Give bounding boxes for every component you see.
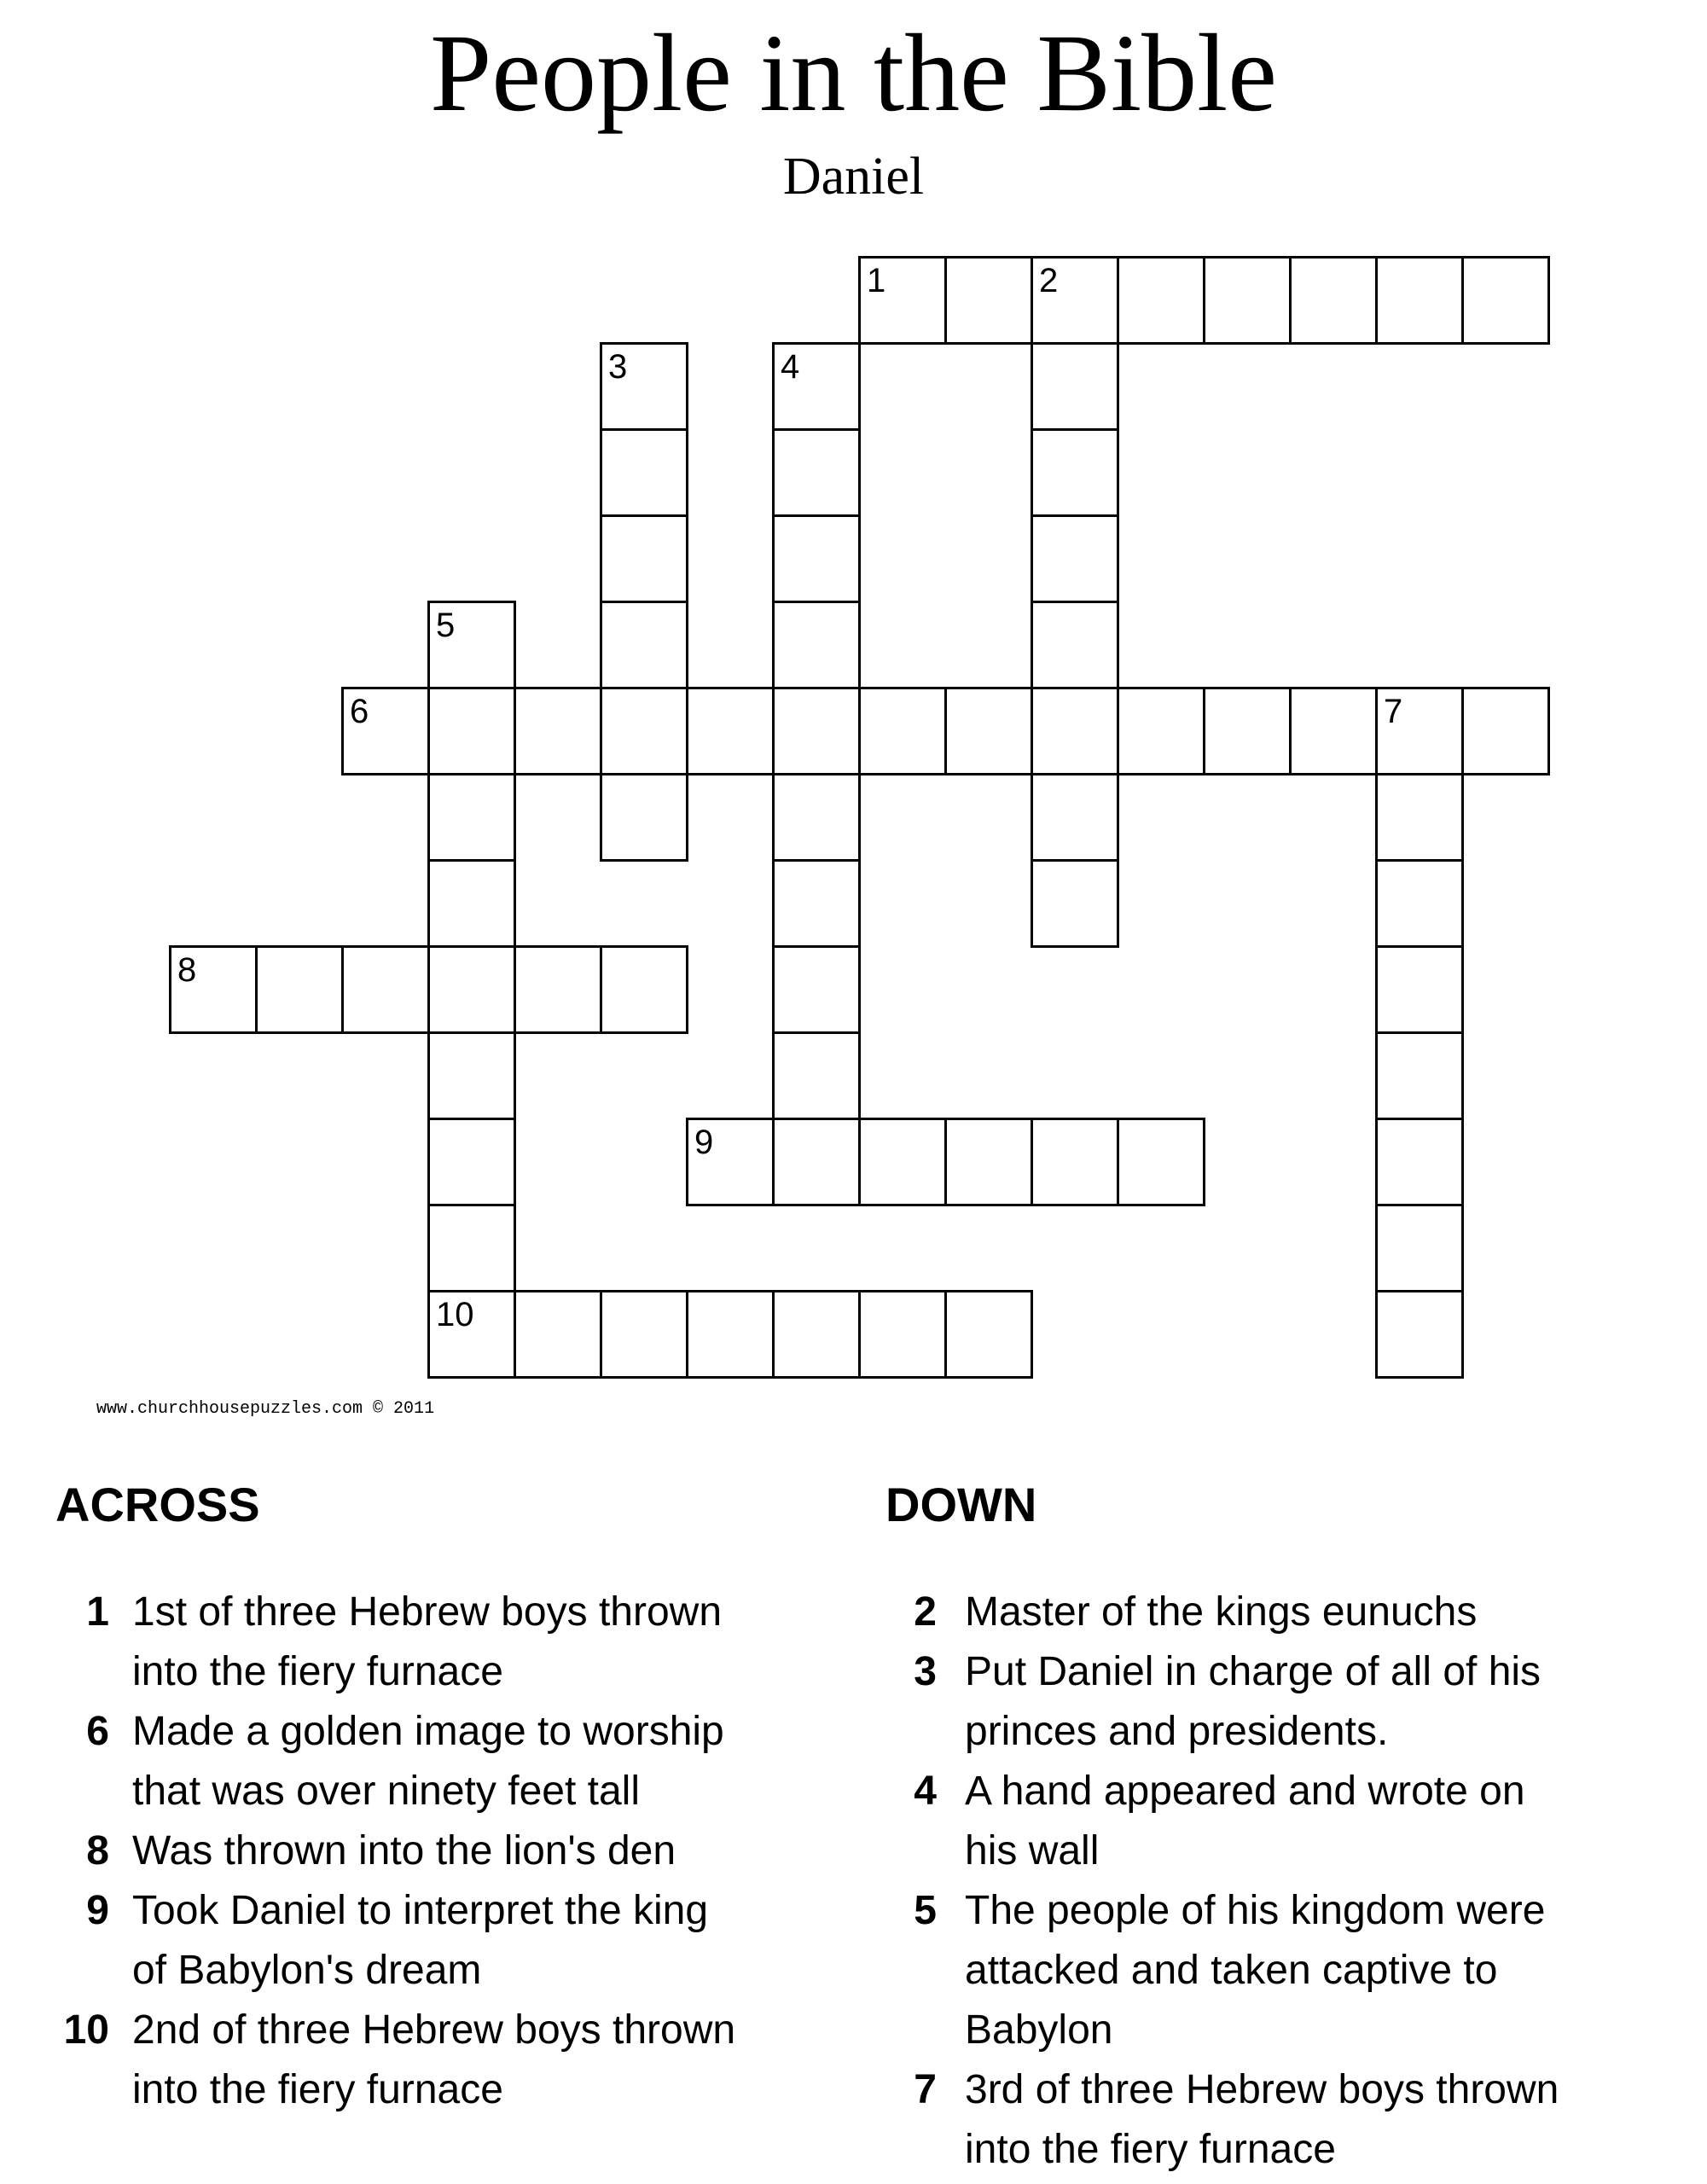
cell-number: 9 xyxy=(694,1124,714,1161)
grid-cell xyxy=(772,773,861,862)
grid-cell xyxy=(1375,1204,1464,1292)
clue-number xyxy=(55,2060,109,2120)
cell-number: 7 xyxy=(1384,693,1403,730)
grid-cell xyxy=(772,945,861,1034)
cell-number: 4 xyxy=(781,348,800,386)
grid-cell xyxy=(1375,1031,1464,1120)
grid-cell xyxy=(514,1290,602,1379)
grid-cell xyxy=(772,601,861,689)
cell-number: 5 xyxy=(436,607,456,644)
clue-text: 3rd of three Hebrew boys thrown xyxy=(965,2067,1559,2113)
grid-cell xyxy=(1031,514,1119,603)
clue-row xyxy=(55,1762,735,1821)
clue-row xyxy=(55,2060,735,2120)
clue-text: into the fiery furnace xyxy=(132,1649,503,1695)
clue-number xyxy=(55,1941,109,2001)
clue-text: Made a golden image to worship xyxy=(132,1709,724,1755)
clue-number xyxy=(55,1762,109,1821)
cell-number: 2 xyxy=(1039,262,1059,299)
grid-cell xyxy=(1031,773,1119,862)
grid-cell xyxy=(944,687,1033,775)
grid-cell xyxy=(1203,687,1292,775)
grid-cell xyxy=(772,514,861,603)
clue-row xyxy=(885,1941,1559,2001)
cell-number: 8 xyxy=(177,951,197,989)
clue-text: A hand appeared and wrote on xyxy=(965,1769,1525,1815)
grid-cell xyxy=(772,1031,861,1120)
grid-cell xyxy=(427,1204,516,1292)
clue-number: 10 xyxy=(63,2007,109,2053)
clue-row xyxy=(885,1881,1559,1941)
across-clue-list xyxy=(55,1583,735,2120)
grid-cell xyxy=(427,945,516,1034)
grid-cell xyxy=(427,1031,516,1120)
down-header: DOWN xyxy=(885,1478,1037,1531)
grid-cell xyxy=(1461,256,1550,345)
clue-number xyxy=(885,2120,937,2180)
clue-text: his wall xyxy=(965,1828,1100,1874)
grid-cell xyxy=(1289,256,1378,345)
clue-text: into the fiery furnace xyxy=(965,2127,1336,2173)
copyright-text: www.churchhousepuzzles.com © 2011 xyxy=(96,1399,435,1419)
grid-cell xyxy=(1375,1290,1464,1379)
grid-cell xyxy=(686,687,775,775)
grid-cell xyxy=(858,1118,947,1206)
clue-row xyxy=(55,1941,735,2001)
grid-cell xyxy=(1031,428,1119,517)
clue-text: that was over ninety feet tall xyxy=(132,1769,640,1815)
grid-cell xyxy=(600,1290,688,1379)
clue-text: princes and presidents. xyxy=(965,1709,1389,1755)
grid-cell xyxy=(772,1118,861,1206)
grid-cell xyxy=(427,773,516,862)
clue-row xyxy=(55,1702,735,1762)
across-header: ACROSS xyxy=(55,1478,260,1531)
grid-cell xyxy=(1375,859,1464,948)
grid-cell xyxy=(341,945,430,1034)
grid-cell xyxy=(858,687,947,775)
clue-row xyxy=(885,2060,1559,2120)
clue-text: attacked and taken captive to xyxy=(965,1948,1498,1994)
grid-cell xyxy=(686,1290,775,1379)
clue-number: 4 xyxy=(914,1769,937,1815)
clue-text: Babylon xyxy=(965,2007,1113,2053)
down-clue-list xyxy=(885,1583,1559,2180)
grid-cell xyxy=(858,1290,947,1379)
grid-cell xyxy=(514,945,602,1034)
clue-row xyxy=(885,1821,1559,1881)
clue-number xyxy=(885,2001,937,2060)
cell-number: 10 xyxy=(436,1296,474,1333)
clue-number xyxy=(885,1941,937,2001)
grid-cell xyxy=(1031,1118,1119,1206)
clue-number xyxy=(55,1642,109,1702)
clue-row xyxy=(885,1583,1559,1642)
across-clues-section xyxy=(55,1476,735,2120)
grid-cell xyxy=(255,945,344,1034)
clue-row xyxy=(55,1583,735,1642)
clue-row xyxy=(885,1702,1559,1762)
grid-cell xyxy=(1031,601,1119,689)
clue-text: The people of his kingdom were xyxy=(965,1888,1546,1934)
grid-cell xyxy=(944,256,1033,345)
grid-cell xyxy=(600,514,688,603)
crossword-grid xyxy=(169,256,1551,1380)
grid-cell xyxy=(1289,687,1378,775)
clue-row xyxy=(55,1821,735,1881)
clue-row xyxy=(885,1762,1559,1821)
grid-cell xyxy=(1461,687,1550,775)
clue-number xyxy=(885,1821,937,1881)
clue-number: 3 xyxy=(914,1649,937,1695)
grid-cell xyxy=(944,1290,1033,1379)
grid-cell xyxy=(427,687,516,775)
grid-cell xyxy=(600,687,688,775)
grid-cell xyxy=(1117,1118,1205,1206)
grid-cell xyxy=(772,687,861,775)
clue-text: Took Daniel to interpret the king xyxy=(132,1888,709,1934)
clue-row xyxy=(55,1881,735,1941)
grid-cell xyxy=(772,1290,861,1379)
clue-text: 1st of three Hebrew boys thrown xyxy=(132,1589,723,1635)
clue-row xyxy=(885,2120,1559,2180)
clue-number: 9 xyxy=(86,1888,109,1934)
clue-number: 1 xyxy=(86,1589,109,1635)
clue-number: 8 xyxy=(86,1828,109,1874)
grid-cell xyxy=(1203,256,1292,345)
clue-text: Was thrown into the lion's den xyxy=(132,1828,676,1874)
clue-row xyxy=(55,1642,735,1702)
grid-cell xyxy=(1031,342,1119,431)
grid-cell xyxy=(600,601,688,689)
grid-cell xyxy=(600,945,688,1034)
clue-number: 5 xyxy=(914,1888,937,1934)
grid-cell xyxy=(1375,945,1464,1034)
grid-cell xyxy=(1031,687,1119,775)
grid-cell xyxy=(772,428,861,517)
down-clues-section xyxy=(885,1476,1559,2180)
page-subtitle: Daniel xyxy=(782,148,925,206)
grid-cell xyxy=(1117,687,1205,775)
grid-cell xyxy=(514,687,602,775)
clue-number: 7 xyxy=(914,2067,937,2113)
grid-cell xyxy=(600,773,688,862)
grid-cell xyxy=(1375,773,1464,862)
grid-cell xyxy=(427,1118,516,1206)
grid-cell xyxy=(944,1118,1033,1206)
page-title: People in the Bible xyxy=(430,12,1277,135)
grid-cell xyxy=(772,859,861,948)
clue-number xyxy=(885,1702,937,1762)
grid-cell xyxy=(600,428,688,517)
clue-number: 2 xyxy=(914,1589,937,1635)
grid-cell xyxy=(1117,256,1205,345)
cell-number: 3 xyxy=(608,348,628,386)
clue-row xyxy=(885,1642,1559,1702)
grid-cell xyxy=(427,859,516,948)
grid-cell xyxy=(1375,256,1464,345)
cell-number: 6 xyxy=(350,693,369,730)
clue-row xyxy=(885,2001,1559,2060)
clue-number: 6 xyxy=(86,1709,109,1755)
clue-text: Master of the kings eunuchs xyxy=(965,1589,1478,1635)
grid-cell xyxy=(1375,1118,1464,1206)
clue-text: into the fiery furnace xyxy=(132,2067,503,2113)
cell-number: 1 xyxy=(867,262,886,299)
grid-cell xyxy=(1031,859,1119,948)
clue-row xyxy=(55,2001,735,2060)
clue-text: of Babylon's dream xyxy=(132,1948,482,1994)
clue-text: 2nd of three Hebrew boys thrown xyxy=(132,2007,736,2053)
clue-text: Put Daniel in charge of all of his xyxy=(965,1649,1542,1695)
